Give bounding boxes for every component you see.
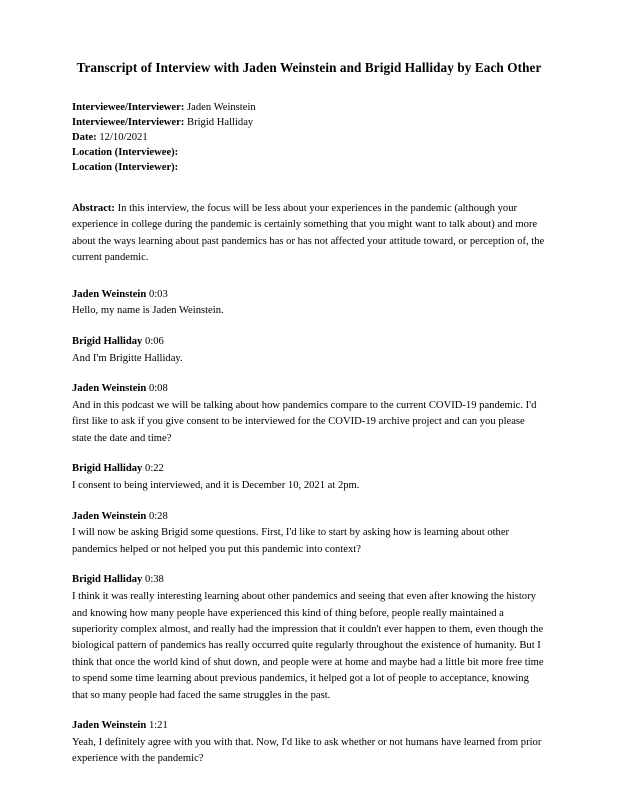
transcript-speaker: Jaden Weinstein: [72, 288, 147, 300]
transcript-timestamp: 0:22: [145, 463, 164, 475]
transcript-entry-header: [72, 461, 546, 477]
metadata-label: Interviewee/Interviewer:: [72, 101, 185, 113]
abstract-label: Abstract:: [72, 202, 115, 214]
transcript-entry-header: [72, 509, 546, 525]
transcript-text: Hello, my name is Jaden Weinstein.: [72, 305, 224, 317]
transcript-entry-header: [72, 718, 546, 734]
document-title: Transcript of Interview with Jaden Weinstein and Brigid Halliday by Each Other: [76, 60, 542, 75]
metadata-label: Location (Interviewer):: [72, 161, 179, 173]
transcript-timestamp: 0:06: [145, 335, 164, 347]
transcript-entry-header: [72, 381, 546, 397]
transcript-speaker: Jaden Weinstein: [72, 383, 147, 395]
metadata-row: [72, 145, 546, 160]
transcript-text: I think it was really interesting learning about other pandemics and seeing that even after knowing the history and knowing how many people have experienced this kind of thing before, people really maintained a superiority complex almost, and really had the impression that it couldn't ever happen to them, even though the biological pattern of pandemics has really occurred quite regularly throughout the existence of humanity. But I think that once the world kind of shut down, and people were at home and maybe had a little bit more free time to spend some time learning about previous pandemics, it helped got a lot of people to acceptance, knowing that so many people had faced the same struggles in the past.: [72, 591, 544, 701]
transcript-entry: [72, 461, 546, 494]
transcript-entry: [72, 334, 546, 367]
transcript-speaker: Brigid Halliday: [72, 335, 143, 347]
transcript-text: And in this podcast we will be talking about how pandemics compare to the current COVID-19 pandemic. I'd first like to ask if you give consent to be interviewed for the COVID-19 archive project and can you please state the date and time?: [72, 400, 537, 444]
transcript-timestamp: 0:38: [145, 574, 164, 586]
transcript-entry-header: [72, 334, 546, 350]
transcript-speaker: Brigid Halliday: [72, 463, 143, 475]
transcript-timestamp: 0:28: [148, 510, 168, 522]
metadata-label: Date:: [72, 131, 97, 143]
transcript-entry-header: [72, 287, 546, 303]
transcript-speaker: Brigid Halliday: [72, 574, 143, 586]
metadata-value: Brigid Halliday: [187, 116, 254, 128]
transcript-timestamp: 0:08: [148, 383, 168, 395]
transcript-timestamp: 0:03: [148, 288, 168, 300]
metadata-label: Interviewee/Interviewer:: [72, 116, 185, 128]
metadata-label: Location (Interviewee):: [72, 146, 179, 158]
abstract-paragraph: [72, 201, 546, 267]
metadata-row: [72, 130, 546, 145]
transcript-speaker: Jaden Weinstein: [72, 510, 147, 522]
transcript-entry-header: [72, 572, 546, 588]
transcript-text: I consent to being interviewed, and it is December 10, 2021 at 2pm.: [72, 480, 360, 492]
transcript-text: I will now be asking Brigid some questions. First, I'd like to start by asking how is learning about other pandemics helped or not helped you put this pandemic into context?: [72, 527, 510, 555]
abstract-text: In this interview, the focus will be less about your experiences in the pandemic (although your experience in college during the pandemic is certainly something that you might want to talk about) and more about the ways learning about past pandemics has or has not affected your attitude toward, or perception of, the current pandemic.: [72, 202, 545, 264]
metadata-value: 12/10/2021: [99, 131, 148, 143]
transcript-entry: [72, 509, 546, 559]
transcript-entry: [72, 572, 546, 704]
transcript-text: Yeah, I definitely agree with you with that. Now, I'd like to ask whether or not humans have learned from prior experience with the pandemic?: [72, 736, 542, 765]
transcript-timestamp: 1:21: [148, 720, 168, 732]
transcript-text: And I'm Brigitte Halliday.: [72, 352, 183, 364]
interview-metadata: [72, 100, 546, 175]
transcript-entry: [72, 381, 546, 447]
transcript-speaker: Jaden Weinstein: [72, 720, 147, 732]
transcript-entry: [72, 718, 546, 768]
metadata-row: [72, 115, 546, 130]
metadata-row: [72, 160, 546, 175]
metadata-row: [72, 100, 546, 115]
metadata-value: Jaden Weinstein: [187, 101, 256, 113]
transcript-entry: [72, 287, 546, 320]
